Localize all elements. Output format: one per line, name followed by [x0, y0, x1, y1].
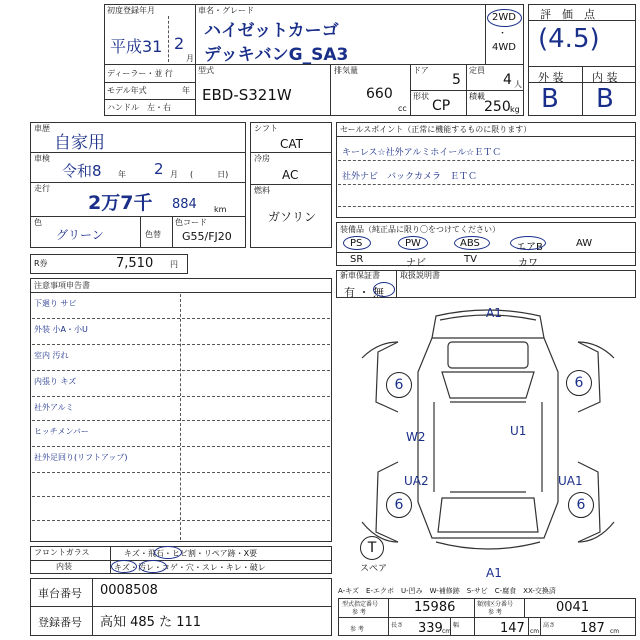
type-label: 型式: [198, 66, 214, 75]
handle-label: ハンドル 左・右: [107, 103, 171, 112]
equip-tv: TV: [464, 254, 477, 265]
score-value: (4.5): [538, 24, 600, 54]
mark-front: A1: [486, 306, 502, 320]
first-reg-month: 2: [174, 34, 185, 53]
equip-ps: PS: [350, 238, 363, 249]
equip-sr: SR: [350, 254, 364, 265]
mileage-label: 走行: [34, 184, 50, 193]
capacity-label: 定員: [469, 66, 485, 75]
color-code-value: G55/FJ20: [182, 230, 232, 243]
mark-left-side: W2: [406, 430, 426, 444]
recycle-label: R券: [34, 259, 48, 268]
note-item: 社外足回り(リフトアップ): [34, 453, 128, 462]
chassis-label: 車台番号: [38, 587, 82, 600]
equip-abs: ABS: [460, 238, 480, 249]
inspection-month: 2: [154, 160, 164, 178]
height-value: 187: [580, 621, 605, 636]
inspection-era: 令和8: [62, 162, 102, 180]
car-name-line2: デッキバンG_SA3: [204, 45, 349, 65]
mark-right-front: 6: [566, 370, 592, 396]
note-item: 内張り キズ: [34, 377, 77, 386]
drive-2wd: 2WD: [492, 12, 516, 23]
equip-airbag: エアB: [516, 242, 543, 253]
damage-legend: A-キズ E-エクボ U-凹み W-補修跡 S-サビ C-腐食 XX-交換済: [338, 587, 556, 595]
color-value: グリーン: [56, 228, 104, 242]
shift-value: CAT: [280, 137, 303, 151]
shape-label: 形状: [413, 92, 429, 101]
load-label: 積載: [469, 92, 485, 101]
usage-value: 自家用: [54, 133, 105, 153]
model-year-label: モデル年式: [107, 86, 147, 95]
fuel-value: ガソリン: [268, 210, 317, 224]
warranty-value: 有 ・ 無: [344, 286, 384, 299]
car-diagram: [338, 302, 636, 578]
recycle-value: 7,510: [116, 256, 154, 271]
color-label: 色: [34, 218, 42, 227]
length-label: 長さ: [391, 622, 404, 629]
ac-value: AC: [282, 168, 299, 182]
first-reg-era: 平成31: [110, 37, 163, 56]
equipment-label: 装備品（純正品に限り〇をつけてください）: [340, 225, 500, 234]
drive-4wd: 4WD: [492, 42, 516, 53]
mark-right-rear: 6: [568, 492, 594, 518]
note-item: 下廻り サビ: [34, 299, 77, 308]
shape-value: CP: [432, 98, 451, 114]
type-num-value: 15986: [414, 600, 456, 615]
notes-label: 注意事項申告書: [34, 281, 90, 290]
interior-cond-options: キズ・汚レ・コゲ・穴・スレ・キレ・破レ: [114, 563, 266, 572]
load-value: 250: [484, 99, 511, 115]
first-reg-label: 初度登録年月: [107, 6, 155, 15]
interior-grade: B: [596, 84, 614, 114]
mark-right-side: U1: [510, 424, 527, 438]
plate-label: 登録番号: [38, 616, 82, 629]
ac-label: 冷房: [254, 154, 270, 163]
mileage-sub: 884: [172, 197, 197, 212]
width-value: 147: [500, 621, 525, 636]
mark-left-lower: UA2: [404, 474, 429, 488]
manual-label: 取扱説明書: [400, 271, 440, 280]
shift-label: シフト: [254, 124, 278, 133]
capacity-value: 4: [503, 72, 512, 88]
equip-pw: PW: [405, 238, 421, 249]
mark-rear: A1: [486, 566, 502, 580]
usage-label: 車歴: [34, 124, 50, 133]
note-item: 社外アルミ: [34, 403, 74, 412]
class-num-label: 類別区分番号: [477, 601, 514, 608]
recycle-box: [30, 254, 188, 274]
mark-left-front: 6: [386, 372, 412, 398]
color-change-label: 色替: [145, 230, 161, 239]
mark-right-lower: UA1: [558, 474, 583, 488]
displacement-label: 排気量: [334, 66, 358, 75]
spare-tire-mark: T: [360, 536, 384, 560]
chassis-value: 0008508: [100, 583, 158, 598]
note-item: ヒッチメンバー: [34, 427, 89, 436]
mark-left-rear: 6: [386, 492, 412, 518]
plate-value: 高知 485 た 111: [100, 615, 202, 630]
equip-aw: AW: [576, 238, 593, 249]
front-glass-options: キズ・飛石・ヒビ割・リペア跡・X要: [124, 549, 258, 558]
note-item: 室内 汚れ: [34, 351, 69, 360]
width-label: 幅: [453, 622, 460, 629]
score-label: 評 価 点: [540, 8, 595, 21]
sales-points-label: セールスポイント（正常に機能するものに限ります）: [340, 125, 532, 134]
sales-points-line1: キーレス☆社外アルミホイール☆ＥＴＣ: [342, 148, 502, 158]
height-label: 高さ: [543, 622, 556, 629]
note-item: 外装 小A・小U: [34, 325, 88, 334]
sales-points-line2: 社外ナビ バックカメラ ＥＴＣ: [342, 172, 478, 182]
interior-label: 内 装: [592, 71, 618, 84]
exterior-grade: B: [541, 84, 559, 114]
interior-cond-label: 内装: [56, 562, 72, 571]
front-glass-label: フロントガラス: [34, 548, 90, 557]
color-code-label: 色コード: [175, 218, 207, 227]
equip-navi: ナビ: [406, 258, 426, 269]
dealer-label: ディーラー・並 行: [107, 69, 173, 78]
car-name-line1: ハイゼットカーゴ: [204, 21, 339, 41]
type-value: EBD-S321W: [202, 86, 292, 104]
door-label: ドア: [413, 66, 429, 75]
car-name-label: 車名・グレード: [198, 6, 254, 15]
door-value: 5: [452, 72, 461, 88]
length-value: 339: [418, 621, 443, 636]
spare-label: スペア: [360, 564, 388, 574]
equip-leather: カワ: [518, 258, 538, 269]
displacement-value: 660: [366, 86, 393, 102]
fuel-label: 燃料: [254, 186, 270, 195]
type-num-label: 型式指定番号: [342, 601, 379, 608]
warranty-label: 新車保証書: [340, 271, 380, 280]
inspection-label: 車検: [34, 154, 50, 163]
exterior-label: 外 装: [538, 71, 564, 84]
mileage-value: 2万7千: [88, 192, 153, 214]
class-num-value: 0041: [556, 600, 590, 615]
